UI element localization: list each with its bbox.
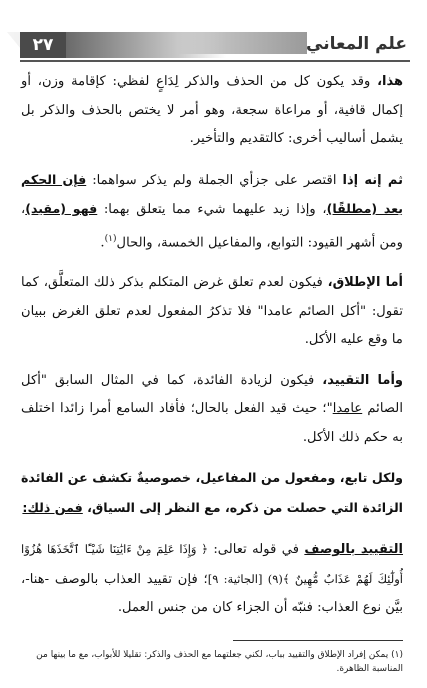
paragraph-3-text: فيكون لعدم تعلق غرض المتكلم بذكر ذلك المتعلَّق، كما تقول: "أكل الصائم عامدا" فلا تذكرُ المفعول لعدم تعلق الغرض ببيان ما وقع عليه الأكل. [21,275,403,348]
paragraph-2 [21,166,403,258]
paragraph-4-lead: وأما التقييد، [322,372,403,388]
page-header [0,30,427,60]
term-muqayyad: فهو (مقيد) [25,201,98,216]
paragraph-2-text-e: ، ومن أشهر القيود: التوابع، والمفاعيل الخمسة، والحال [21,202,403,250]
body-text [21,68,403,635]
paragraph-6 [21,535,403,623]
paragraph-2-text-c: ، وإذا زيد عليهما شيء مما يتعلق بهما: [97,202,327,217]
page-number: ٢٧ [20,32,66,58]
header-rule [20,60,410,62]
footnote-ref[interactable]: (١) [104,233,117,244]
paragraph-3 [21,269,403,355]
footnote [21,648,403,676]
term-aamidan: عامدا [332,401,363,417]
quran-verse: ﴿ وَإِذَا عَلِمَ مِنْ ءَايَٰتِنَا شَيْـًٔا ٱتَّخَذَهَا هُزُوًا أُولَٰٓئِكَ لَهُمْ عَذَابٌ مُّهِينٌ ﴾ [21,542,403,586]
footnote-rule [233,640,403,641]
paragraph-3-lead: أما الإطلاق، [327,275,403,291]
header-title: علم المعاني [306,34,407,54]
header-shade [66,32,226,58]
ayah-number: (٩) [267,571,283,586]
paragraph-2-lead: ثم إنه إذا [342,172,403,188]
paragraph-1 [21,68,403,154]
paragraph-2-end: . [100,234,105,250]
paragraph-4-text-a: فيكون لزيادة الفائدة، كما في المثال السابق "أكل الصائم [21,372,403,417]
paragraph-4 [21,367,403,453]
surah-reference: [الجاثية: ٩] [207,571,268,586]
footnote-text: يمكن إفراد الإطلاق والتقييد بباب، لكني جعلتهما مع الحذف والذكر: تقليلا للأبواب، مع ما بينها من المناسبة الظاهرة. [36,650,403,674]
paragraph-1-lead: هذا، [377,74,403,89]
paragraph-1-text: وقد يكون كل من الحذف والذكر لِدَاعٍ لفظي: كإقامة وزن، أو إكمال قافية، أو مراعاة سجعة، وهو أمر لا يختص بالحذف والذكر بل يشمل أساليب أخرى: كالتقديم والتأخير. [21,74,403,146]
paragraph-5-text: ولكل تابع، ومفعول من المفاعيل، خصوصيةٌ تكشف عن الفائدة الزائدة التي حصلت من ذكره، مع النظر إلى السياق، [21,470,403,515]
footnote-mark: (١) [391,650,403,660]
paragraph-5 [21,464,403,523]
paragraph-6-text-a: في قوله تعالى: [208,542,305,558]
paragraph-2-text-a: اقتصر على جزأي الجملة ولم يذكر سواهما: [86,172,343,188]
term-mutlaq: فإن الحكم يعد (مطلقًا) [21,171,403,216]
paragraph-6-lead: التقييد بالوصف [304,542,403,558]
paragraph-6-text-b: ؛ فإن تقييد العذاب بالوصف -هنا-، بيَّن نوع العذاب: فنبّه أن الجزاء كان من جنس العمل. [21,571,403,616]
paragraph-4-text-c: "؛ حيث قيد الفعل بالحال؛ فأفاد السامع أمرا زائدا اختلف به حكم ذلك الأكل. [21,401,403,445]
paragraph-5-end: فمن ذلك: [22,499,83,515]
